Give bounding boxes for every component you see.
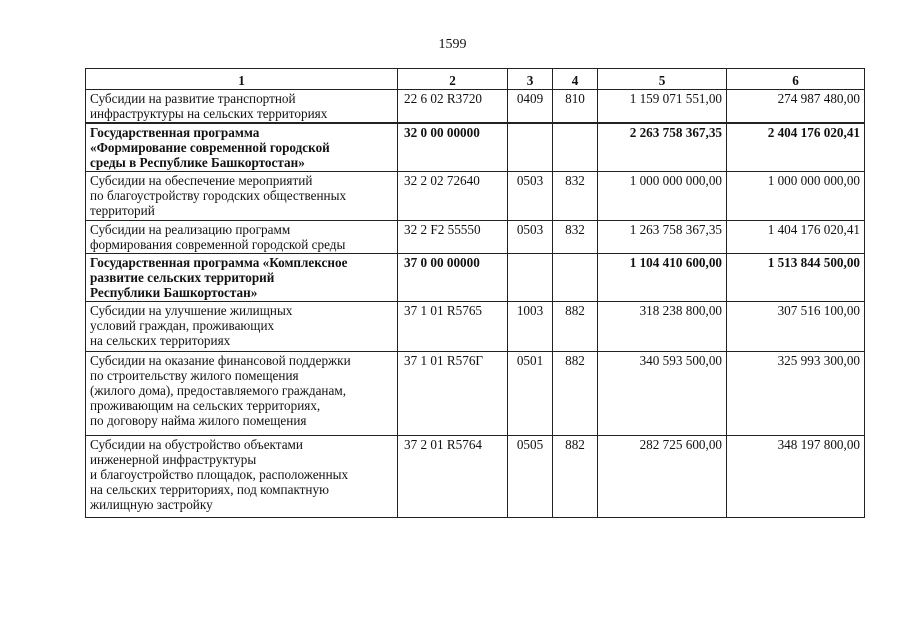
row-type [553,254,598,302]
row-amount-2020: 1 000 000 000,00 [598,172,727,221]
table-row [86,254,865,302]
page-number: 1599 [438,37,467,52]
row-amount-2020: 1 104 410 600,00 [598,254,727,302]
row-code: 22 6 02 R3720 [398,90,508,124]
row-section: 0505 [508,436,553,518]
row-section: 0503 [508,172,553,221]
row-type: 882 [553,436,598,518]
table-body [86,90,865,518]
table-row [86,352,865,436]
row-amount-2020: 340 593 500,00 [598,352,727,436]
row-section: 1003 [508,302,553,352]
row-code: 37 1 01 R5765 [398,302,508,352]
row-amount-2021: 274 987 480,00 [727,90,865,124]
table-row [86,436,865,518]
row-code: 37 0 00 00000 [398,254,508,302]
row-section [508,123,553,172]
column-header: 1 [86,69,398,90]
row-name: Субсидии на обеспечение мероприятий по благоустройству городских общественных территорий [86,172,398,221]
row-type [553,123,598,172]
row-name: Государственная программа «Комплексное развитие сельских территорий Республики Башкортостан» [86,254,398,302]
row-section [508,254,553,302]
column-header: 5 [598,69,727,90]
row-section: 0409 [508,90,553,124]
row-amount-2020: 318 238 800,00 [598,302,727,352]
column-header: 3 [508,69,553,90]
table-row [86,221,865,254]
row-name: Государственная программа «Формирование современной городской среды в Республике Башкортостан» [86,123,398,172]
row-code: 32 0 00 00000 [398,123,508,172]
row-name: Субсидии на обустройство объектами инженерной инфраструктуры и благоустройство площадок, расположенных на сельских территориях, под компактную жилищную застройку [86,436,398,518]
table-row [86,172,865,221]
row-code: 32 2 02 72640 [398,172,508,221]
row-code: 37 2 01 R5764 [398,436,508,518]
row-type: 832 [553,172,598,221]
row-amount-2021: 1 513 844 500,00 [727,254,865,302]
row-amount-2020: 1 159 071 551,00 [598,90,727,124]
row-name: Субсидии на реализацию программ формирования современной городской среды [86,221,398,254]
row-name: Субсидии на улучшение жилищных условий граждан, проживающих на сельских территориях [86,302,398,352]
table-row [86,90,865,124]
row-name: Субсидии на оказание финансовой поддержки по строительству жилого помещения (жилого дома), предоставляемого гражданам, проживающим на сельских территориях, по договору найма жилого помещения [86,352,398,436]
row-amount-2020: 2 263 758 367,35 [598,123,727,172]
row-type: 810 [553,90,598,124]
row-type: 882 [553,302,598,352]
row-code: 32 2 F2 55550 [398,221,508,254]
row-name: Субсидии на развитие транспортной инфраструктуры на сельских территориях [86,90,398,124]
row-type: 882 [553,352,598,436]
row-amount-2020: 1 263 758 367,35 [598,221,727,254]
budget-table [85,68,865,518]
row-amount-2021: 1 000 000 000,00 [727,172,865,221]
row-amount-2021: 1 404 176 020,41 [727,221,865,254]
row-code: 37 1 01 R576Г [398,352,508,436]
row-amount-2021: 348 197 800,00 [727,436,865,518]
row-amount-2021: 325 993 300,00 [727,352,865,436]
column-header: 2 [398,69,508,90]
table-row [86,302,865,352]
row-amount-2021: 2 404 176 020,41 [727,123,865,172]
row-amount-2020: 282 725 600,00 [598,436,727,518]
row-amount-2021: 307 516 100,00 [727,302,865,352]
column-header: 6 [727,69,865,90]
table-header-row [86,69,865,90]
row-section: 0503 [508,221,553,254]
row-section: 0501 [508,352,553,436]
row-type: 832 [553,221,598,254]
column-header: 4 [553,69,598,90]
table-row [86,123,865,172]
